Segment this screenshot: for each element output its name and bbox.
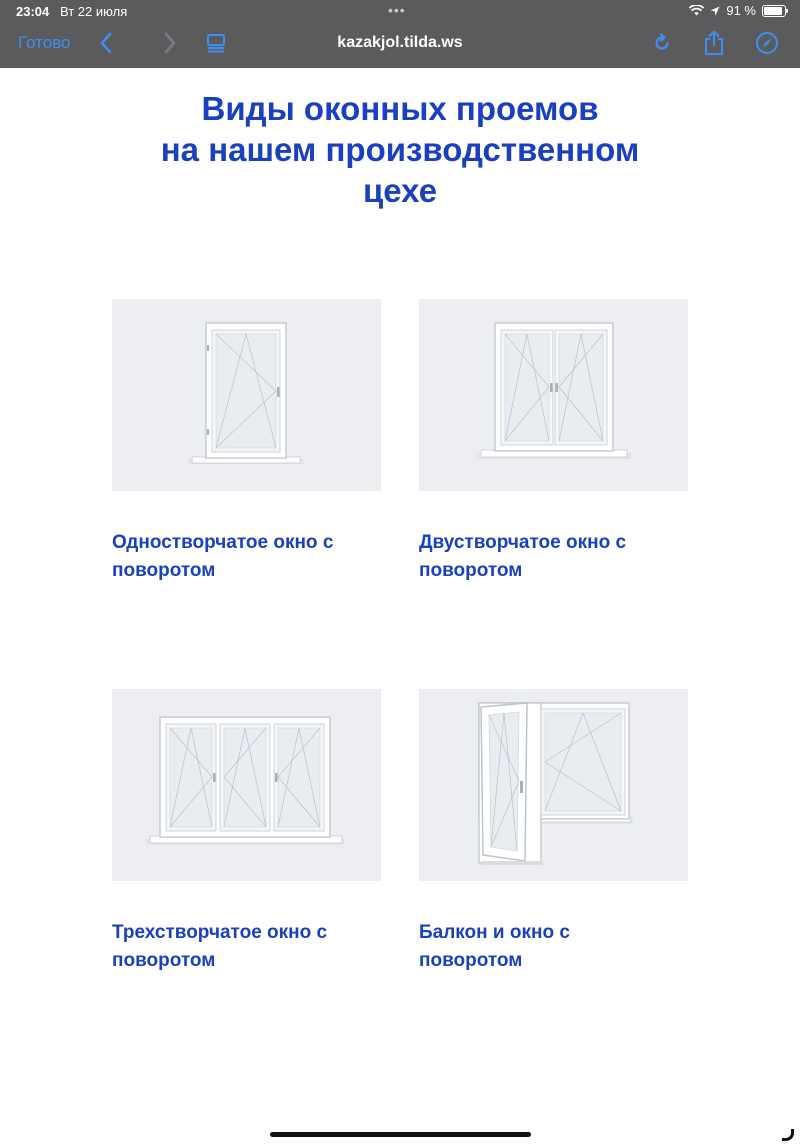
double-sash-window-illustration [419,299,688,491]
card-title-line: Одностворчатое окно с [112,532,334,553]
reload-icon [652,33,672,53]
card-title-line: Двустворчатое окно с [419,532,627,553]
card-title-line: поворотом [419,950,523,971]
card-balcony-and-window[interactable] [419,689,688,975]
home-indicator[interactable] [270,1132,531,1137]
card-single-sash-window[interactable] [112,299,381,585]
status-date: Вт 22 июля [60,4,128,19]
card-title-line: поворотом [419,560,523,581]
compass-icon [755,31,779,55]
multitask-dots-icon[interactable]: ••• [388,2,406,18]
url-field[interactable]: kazakjol.tilda.ws [337,34,463,51]
single-sash-window-image [112,299,381,491]
page-title-line: на нашем производственном [160,131,640,168]
triple-sash-window-image [112,689,381,881]
done-button[interactable]: Готово [18,33,71,52]
card-title[interactable] [419,919,688,975]
card-double-sash-window[interactable] [419,299,688,585]
corner-scroll-indicator [782,1129,794,1141]
reload-button[interactable] [649,30,675,56]
card-title-line: поворотом [112,950,216,971]
double-sash-window-image [419,299,688,491]
card-title-line: поворотом [112,560,216,581]
balcony-window-illustration [419,689,688,881]
battery-level-fill [764,7,782,15]
compass-button[interactable] [754,30,780,56]
location-arrow-icon [710,6,720,16]
balcony-window-image [419,689,688,881]
status-time: 23:04 [16,4,50,19]
single-sash-window-illustration [112,299,381,491]
card-title[interactable] [419,529,688,585]
card-title-line: Трехстворчатое окно с [112,922,328,943]
card-title-line: Балкон и окно с [419,922,570,943]
card-title[interactable] [112,919,381,975]
card-triple-sash-window[interactable] [112,689,381,975]
triple-sash-window-illustration [112,689,381,881]
card-title[interactable] [112,529,381,585]
page-title-line: Виды оконных проемов [201,90,599,127]
wifi-icon [689,5,704,16]
share-icon [703,30,725,56]
battery-icon [762,5,786,17]
page-title-line: цехе [362,172,438,209]
page-title [0,88,800,211]
battery-percent: 91 % [726,3,756,18]
status-indicators [689,3,786,18]
browser-chrome [0,0,800,68]
share-button[interactable] [701,30,727,56]
